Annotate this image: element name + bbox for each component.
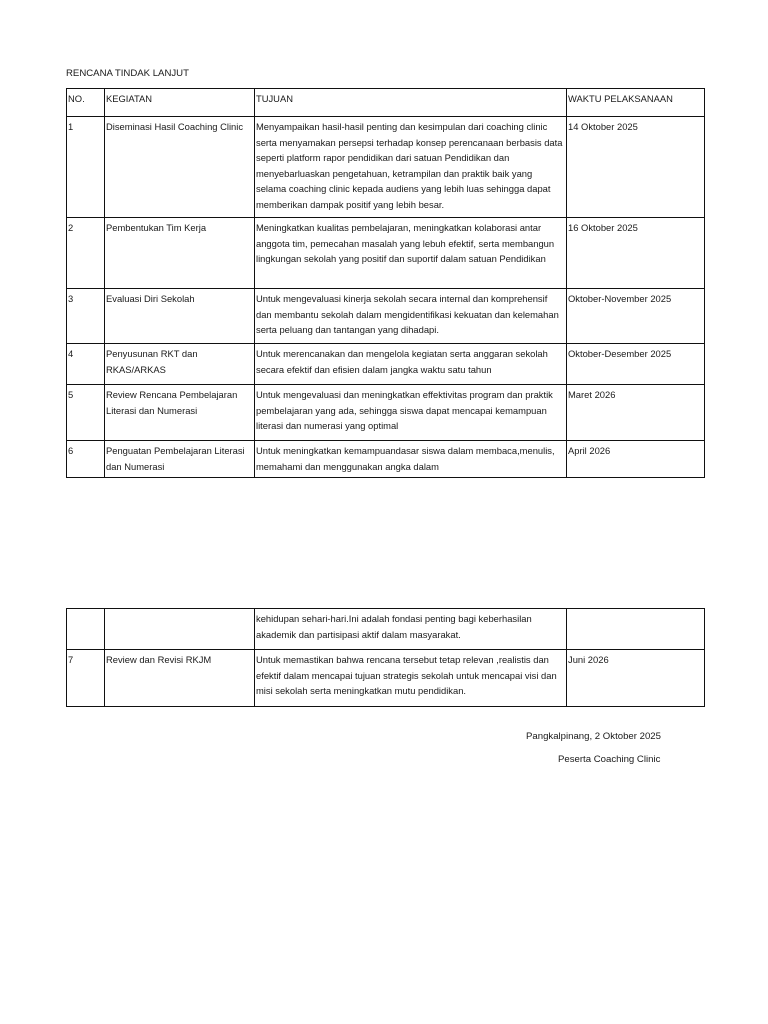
row-kegiatan: Review dan Revisi RKJM <box>105 650 255 707</box>
table-row <box>67 344 705 385</box>
header-waktu: WAKTU PELAKSANAAN <box>567 89 705 117</box>
row-waktu: 16 Oktober 2025 <box>567 218 705 289</box>
row-tujuan: Meningkatkan kualitas pembelajaran, meningkatkan kolaborasi antar anggota tim, pemecahan masalah yang lebuh efektif, serta membangun lingkungan sekolah yang positif dan suportif dalam satuan Pendidikan <box>255 218 567 289</box>
row-waktu: Maret 2026 <box>567 385 705 441</box>
signature-role: Peserta Coaching Clinic <box>558 754 661 765</box>
row-tujuan: Untuk mengevaluasi dan meningkatkan effektivitas program dan praktik pembelajaran yang ada, sehingga siswa dapat mencapai kemampuan literasi dan numerasi yang optimal <box>255 385 567 441</box>
row-tujuan: Untuk meningkatkan kemampuandasar siswa dalam membaca,menulis, memahami dan menggunakan angka dalam <box>255 441 567 478</box>
row-no: 3 <box>67 289 105 344</box>
row-no: 7 <box>67 650 105 707</box>
row-tujuan: Untuk memastikan bahwa rencana tersebut tetap relevan ,realistis dan efektif dalam mencapai tujuan strategis sekolah untuk mencapai visi dan misi sekolah serta meningkatkan mutu pendidikan. <box>255 650 567 707</box>
row-kegiatan: Penguatan Pembelajaran Literasi dan Numerasi <box>105 441 255 478</box>
table-row <box>67 441 705 478</box>
row-no: 2 <box>67 218 105 289</box>
row-waktu: Juni 2026 <box>567 650 705 707</box>
row-waktu: Oktober-Desember 2025 <box>567 344 705 385</box>
row-waktu <box>567 609 705 650</box>
row-kegiatan <box>105 609 255 650</box>
row-kegiatan: Penyusunan RKT dan RKAS/ARKAS <box>105 344 255 385</box>
row-no: 4 <box>67 344 105 385</box>
row-tujuan: Untuk merencanakan dan mengelola kegiatan serta anggaran sekolah secara efektif dan efisien dalam jangka waktu satu tahun <box>255 344 567 385</box>
row-waktu: 14 Oktober 2025 <box>567 117 705 218</box>
table-row <box>67 117 705 218</box>
header-kegiatan: KEGIATAN <box>105 89 255 117</box>
action-plan-table-continued <box>66 608 705 707</box>
row-kegiatan: Review Rencana Pembelajaran Literasi dan Numerasi <box>105 385 255 441</box>
row-no <box>67 609 105 650</box>
header-tujuan: TUJUAN <box>255 89 567 117</box>
table-row <box>67 218 705 289</box>
action-plan-table <box>66 88 705 478</box>
row-kegiatan: Diseminasi Hasil Coaching Clinic <box>105 117 255 218</box>
table-row <box>67 385 705 441</box>
document-title: RENCANA TINDAK LANJUT <box>66 68 189 79</box>
row-no: 5 <box>67 385 105 441</box>
row-tujuan: kehidupan sehari-hari.Ini adalah fondasi penting bagi keberhasilan akademik dan partisipasi aktif dalam masyarakat. <box>255 609 567 650</box>
row-kegiatan: Pembentukan Tim Kerja <box>105 218 255 289</box>
table-row <box>67 289 705 344</box>
row-tujuan: Untuk mengevaluasi kinerja sekolah secara internal dan komprehensif dan membantu sekolah dalam mengidentifikasi kekuatan dan kelemahan serta peluang dan tantangan yang dihadapi. <box>255 289 567 344</box>
table-row <box>67 650 705 707</box>
row-tujuan: Menyampaikan hasil-hasil penting dan kesimpulan dari coaching clinic serta menyamakan persepsi terhadap konsep perencanaan berbasis data seperti platform rapor pendidikan dari satuan Pendidikan dan menyebarluaskan pengetahuan, ketrampilan dan praktik baik yang selama coaching clinic kepada audiens yang lebih luas sehingga dapat memberikan dampak positif yang lebih besar. <box>255 117 567 218</box>
header-no: NO. <box>67 89 105 117</box>
table-header-row <box>67 89 705 117</box>
row-waktu: April 2026 <box>567 441 705 478</box>
row-kegiatan: Evaluasi Diri Sekolah <box>105 289 255 344</box>
row-waktu: Oktober-November 2025 <box>567 289 705 344</box>
row-no: 1 <box>67 117 105 218</box>
row-no: 6 <box>67 441 105 478</box>
signature-place-date: Pangkalpinang, 2 Oktober 2025 <box>526 731 661 742</box>
table-row-continuation <box>67 609 705 650</box>
